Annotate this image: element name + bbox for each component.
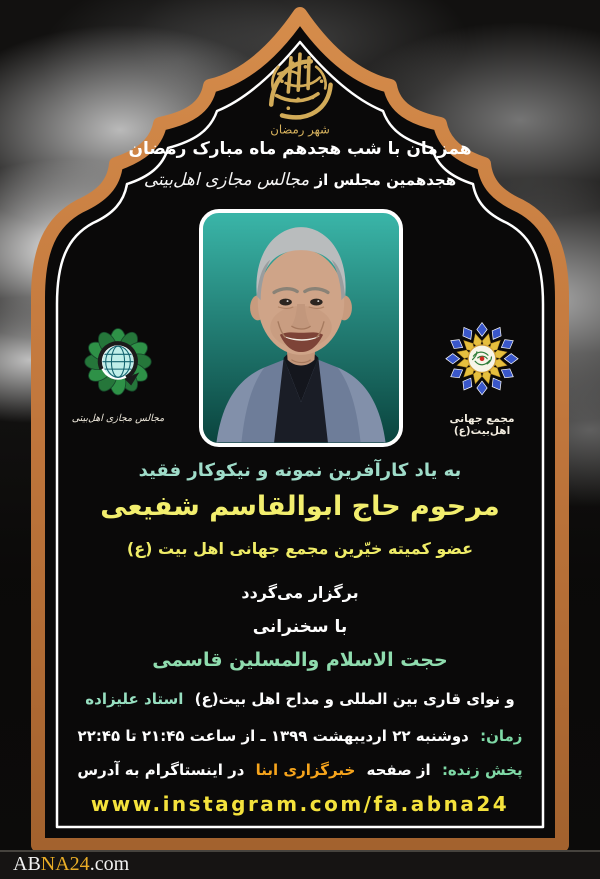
reciter-line (62, 690, 538, 708)
abna-brand-mid: NA24 (40, 853, 90, 875)
deceased-name: مرحوم حاج ابوالقاسم شفیعی (100, 491, 500, 522)
time-line (62, 727, 538, 745)
news-agency-name: خبرگزاری ابنا (255, 761, 356, 779)
instagram-url[interactable]: www.instagram.com/fa.abna24 (90, 792, 510, 816)
header-line2 (70, 170, 530, 190)
deceased-role: عضو کمیته خیّرین مجمع جهانی اهل بیت (ع) (126, 539, 474, 558)
time-value: دوشنبه ۲۲ اردیبهشت ۱۳۹۹ ـ از ساعت ۲۱:۴۵ تا ۲۲:۴۵ (77, 727, 469, 745)
header-line2-calligraphy: مجالس مجازی اهل‌بیتی (143, 170, 310, 190)
abna-brand (13, 853, 129, 875)
reciter-prefix: و نوای قاری بین المللی و مداح اهل بیت(ع) (194, 690, 515, 708)
virtual-majalis-caption: مجالس مجازی اهل‌بیتی (71, 413, 165, 424)
reciter-name: استاد علیزاده (85, 690, 184, 708)
live-label: پخش زنده: (441, 761, 523, 779)
speaker-name: حجت الاسلام والمسلین قاسمی (152, 649, 448, 671)
header-line2-prefix: هجدهمین مجلس از (314, 171, 457, 189)
memorial-intro: به یاد کارآفرین نمونه و نیکوکار فقید (138, 460, 462, 481)
ahlulbayt-assembly-logo-block (424, 320, 540, 437)
ahlulbayt-assembly-mandala-icon (439, 320, 525, 406)
ramadan-calligraphy-icon (246, 36, 354, 148)
live-part1: از صفحه (366, 761, 431, 779)
virtual-majalis-logo-block (62, 324, 174, 424)
abna-brand-left: AB (13, 853, 41, 875)
emblem-text: شهر رمضان (270, 122, 330, 137)
time-label: زمان: (480, 727, 523, 745)
held-line: برگزار می‌گردد (241, 583, 359, 602)
with-speech-line: با سخنرانی (252, 617, 348, 637)
portrait-illustration (203, 213, 399, 443)
live-part2: در اینستاگرام به آدرس (77, 761, 245, 779)
ahlulbayt-assembly-caption: مجمع جهانی اهل‌بیت(ع) (449, 413, 515, 437)
header-line1: همزمان با شب هجدهم ماه مبارک رمضان (128, 139, 472, 159)
portrait-photo (199, 209, 403, 447)
live-line (62, 761, 538, 779)
virtual-majalis-globe-icon (77, 324, 159, 406)
abna-brand-right: .com (89, 853, 130, 875)
footer-watermark-bar (0, 850, 600, 879)
